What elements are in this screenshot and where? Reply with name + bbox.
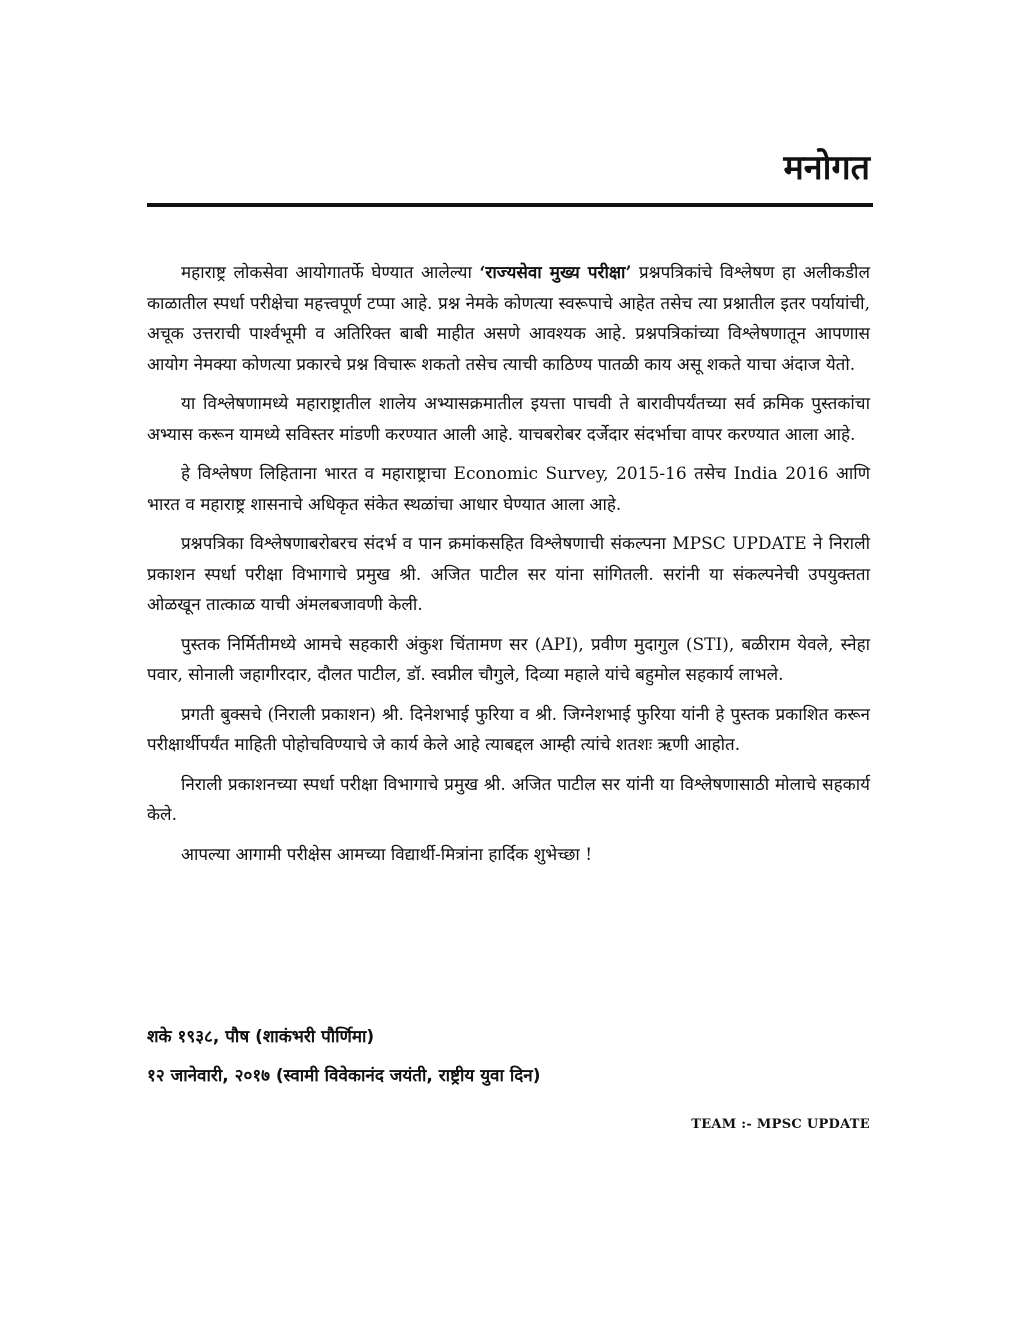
page-title: मनोगत <box>783 148 870 188</box>
body-text <box>147 258 870 879</box>
paragraph-7: निराली प्रकाशनच्या स्पर्धा परीक्षा विभागाचे प्रमुख श्री. अजित पाटील सर यांनी या विश्लेषणासाठी मोलाचे सहकार्य केले. <box>147 774 870 825</box>
paragraph-1-intro: महाराष्ट्र लोकसेवा आयोगातर्फे घेण्यात आलेल्या <box>181 263 480 283</box>
signature: TEAM :- MPSC UPDATE <box>691 1117 870 1132</box>
date-block <box>147 1025 540 1103</box>
paragraph-8: आपल्या आगामी परीक्षेस आमच्या विद्यार्थी-मित्रांना हार्दिक शुभेच्छा ! <box>181 844 593 865</box>
paragraph-1-rest: प्रश्नपत्रिकांचे विश्लेषण हा अलीकडील काळातील स्पर्धा परीक्षेचा महत्त्वपूर्ण टप्पा आहे. प्रश्न नेमके कोणत्या स्वरूपाचे आहेत तसेच त्या प्रश्नातील इतर पर्यायांची, अचूक उत्तराची पार्श्वभूमी व अतिरिक्त बाबी माहीत असणे आवश्यक आहे. प्रश्नपत्रिकांच्या विश्लेषणातून आपणास आयोग नेमक्या कोणत्या प्रकारचे प्रश्न विचारू शकतो तसेच त्याची काठिण्य पातळी काय असू शकते याचा अंदाज येतो. <box>147 263 870 375</box>
paragraph-1 <box>147 258 870 380</box>
exam-name-bold: ‘राज्यसेवा मुख्य परीक्षा’ <box>479 263 632 283</box>
paragraph-4: प्रश्नपत्रिका विश्लेषणाबरोबरच संदर्भ व पान क्रमांकसहित विश्लेषणाची संकल्पना MPSC UPDATE ने निराली प्रकाशन स्पर्धा परीक्षा विभागाचे प्रमुख श्री. अजित पाटील सर यांना सांगितली. सरांनी या संकल्पनेची उपयुक्तता ओळखून तात्काळ याची अंमलबजावणी केली. <box>147 534 870 615</box>
paragraph-5: पुस्तक निर्मितीमध्ये आमचे सहकारी अंकुश चिंतामण सर (API), प्रवीण मुदागुल (STI), बळीराम येवले, स्नेहा पवार, सोनाली जहागीरदार, दौलत पाटील, डॉ. स्वप्नील चौगुले, दिव्या महाले यांचे बहुमोल सहकार्य लाभले. <box>147 634 870 685</box>
title-divider <box>147 203 873 207</box>
paragraph-6: प्रगती बुक्सचे (निराली प्रकाशन) श्री. दिनेशभाई फुरिया व श्री. जिग्नेशभाई फुरिया यांनी हे पुस्तक प्रकाशित करून परीक्षार्थीपर्यंत माहिती पोहोचविण्याचे जे कार्य केले आहे त्याबद्दल आम्ही त्यांचे शतशः ऋणी आहोत. <box>147 704 870 755</box>
gregorian-date: १२ जानेवारी, २०१७ (स्वामी विवेकानंद जयंती, राष्ट्रीय युवा दिन) <box>147 1066 541 1086</box>
paragraph-3: हे विश्लेषण लिहिताना भारत व महाराष्ट्राचा Economic Survey, 2015-16 तसेच India 2016 आणि भारत व महाराष्ट्र शासनाचे अधिकृत संकेत स्थळांचा आधार घेण्यात आला आहे. <box>147 464 870 515</box>
paragraph-2: या विश्लेषणामध्ये महाराष्ट्रातील शालेय अभ्यासक्रमातील इयत्ता पाचवी ते बारावीपर्यंतच्या सर्व क्रमिक पुस्तकांचा अभ्यास करून यामध्ये सविस्तर मांडणी करण्यात आली आहे. याचबरोबर दर्जेदार संदर्भाचा वापर करण्यात आला आहे. <box>147 394 870 445</box>
shaka-date: शके १९३८, पौष (शाकंभरी पौर्णिमा) <box>147 1027 375 1047</box>
